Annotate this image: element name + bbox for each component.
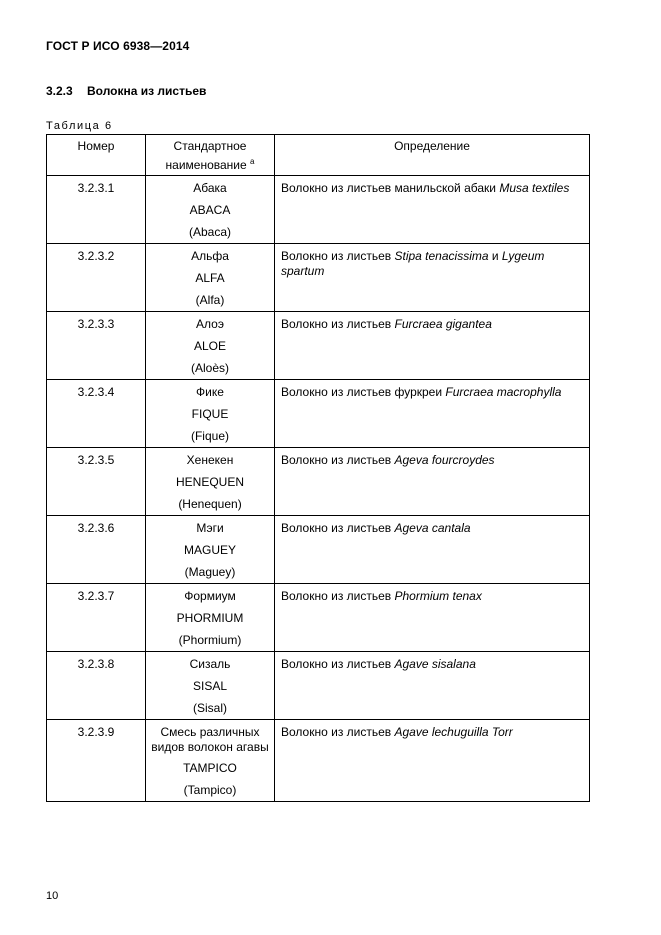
table-row <box>47 176 590 244</box>
definition-conjunction: и <box>488 249 502 263</box>
name-english: TAMPICO <box>183 761 237 775</box>
row-standard-name <box>146 244 275 312</box>
row-number: 3.2.3.9 <box>47 720 146 802</box>
definition-text: Волокно из листьев <box>281 521 395 535</box>
table-row <box>47 584 590 652</box>
table-row <box>47 312 590 380</box>
row-definition <box>275 720 590 802</box>
name-original: (Sisal) <box>192 701 227 715</box>
definition-text: Волокно из листьев <box>281 249 395 263</box>
definition-text: Волокно из листьев <box>281 657 395 671</box>
name-russian: Смесь различных видов волокон агавы <box>151 725 269 754</box>
definition-species: Agave lechuguilla Torr <box>394 725 513 739</box>
header-number: Номер <box>47 135 146 176</box>
name-original: (Tampico) <box>183 783 237 797</box>
name-russian: Хенекен <box>186 453 234 467</box>
definition-text: Волокно из листьев фуркреи <box>281 385 446 399</box>
name-russian: Формиум <box>184 589 236 603</box>
name-russian: Абака <box>193 181 227 195</box>
name-original: (Maguey) <box>184 565 236 579</box>
name-english: SISAL <box>192 679 228 693</box>
name-original: (Fique) <box>190 429 229 443</box>
row-definition <box>275 380 590 448</box>
name-english: ALFA <box>195 271 225 285</box>
header-name-line2: наименование <box>165 158 247 172</box>
definition-species: Stipa tenacissima <box>394 249 489 263</box>
row-definition <box>275 516 590 584</box>
name-english: HENEQUEN <box>175 475 244 489</box>
row-number: 3.2.3.4 <box>47 380 146 448</box>
table-body <box>47 176 590 802</box>
definition-species: Phormium tenax <box>394 589 482 603</box>
row-standard-name <box>146 652 275 720</box>
document-header: ГОСТ Р ИСО 6938—2014 <box>46 39 190 53</box>
definition-species: Agave sisalana <box>394 657 476 671</box>
table-header-row <box>47 135 590 176</box>
header-standard-name <box>146 135 275 176</box>
name-english: PHORMIUM <box>176 611 244 625</box>
row-standard-name <box>146 312 275 380</box>
section-title: Волокна из листьев <box>87 84 207 98</box>
row-number: 3.2.3.2 <box>47 244 146 312</box>
section-number: 3.2.3 <box>46 84 73 98</box>
footnote-marker: а <box>250 157 255 166</box>
row-number: 3.2.3.1 <box>47 176 146 244</box>
name-russian: Мэги <box>196 521 224 535</box>
row-standard-name <box>146 380 275 448</box>
name-original: (Aloès) <box>190 361 229 375</box>
definition-text: Волокно из листьев <box>281 589 395 603</box>
row-standard-name <box>146 720 275 802</box>
name-russian: Альфа <box>191 249 229 263</box>
table-row <box>47 244 590 312</box>
fibers-table <box>46 134 590 802</box>
header-name-line1: Стандартное <box>173 139 247 153</box>
name-original: (Phormium) <box>178 633 242 647</box>
row-definition <box>275 176 590 244</box>
row-definition <box>275 652 590 720</box>
definition-species: Furcraea macrophylla <box>445 385 562 399</box>
name-russian: Алоэ <box>196 317 224 331</box>
row-number: 3.2.3.6 <box>47 516 146 584</box>
row-standard-name <box>146 584 275 652</box>
row-definition <box>275 244 590 312</box>
table-row <box>47 448 590 516</box>
definition-text: Волокно из листьев <box>281 725 395 739</box>
table-row <box>47 516 590 584</box>
row-definition <box>275 448 590 516</box>
page-number: 10 <box>46 890 59 902</box>
definition-text: Волокно из листьев манильской абаки <box>281 181 500 195</box>
definition-species: Musa textiles <box>499 181 570 195</box>
table-row <box>47 720 590 802</box>
section-heading <box>46 84 206 98</box>
row-standard-name <box>146 448 275 516</box>
name-english: ALOE <box>193 339 226 353</box>
name-original: (Abaca) <box>188 225 232 239</box>
definition-species: Furcraea gigantea <box>394 317 492 331</box>
name-russian: Фике <box>196 385 224 399</box>
row-number: 3.2.3.5 <box>47 448 146 516</box>
row-number: 3.2.3.7 <box>47 584 146 652</box>
definition-species-2: Lygeum spartum <box>281 249 545 278</box>
row-definition <box>275 312 590 380</box>
table-row <box>47 652 590 720</box>
name-original: (Alfa) <box>195 293 225 307</box>
name-english: MAGUEY <box>183 543 236 557</box>
row-definition <box>275 584 590 652</box>
table-caption: Таблица 6 <box>46 120 113 132</box>
definition-text: Волокно из листьев <box>281 317 395 331</box>
row-number: 3.2.3.8 <box>47 652 146 720</box>
name-russian: Сизаль <box>189 657 231 671</box>
header-definition: Определение <box>275 135 590 176</box>
definition-species: Ageva cantala <box>394 521 471 535</box>
name-english: ABACA <box>189 203 231 217</box>
row-standard-name <box>146 176 275 244</box>
definition-text: Волокно из листьев <box>281 453 395 467</box>
definition-species: Ageva fourcroydes <box>394 453 495 467</box>
name-original: (Henequen) <box>178 497 242 511</box>
table-row <box>47 380 590 448</box>
name-english: FIQUE <box>191 407 229 421</box>
row-standard-name <box>146 516 275 584</box>
row-number: 3.2.3.3 <box>47 312 146 380</box>
